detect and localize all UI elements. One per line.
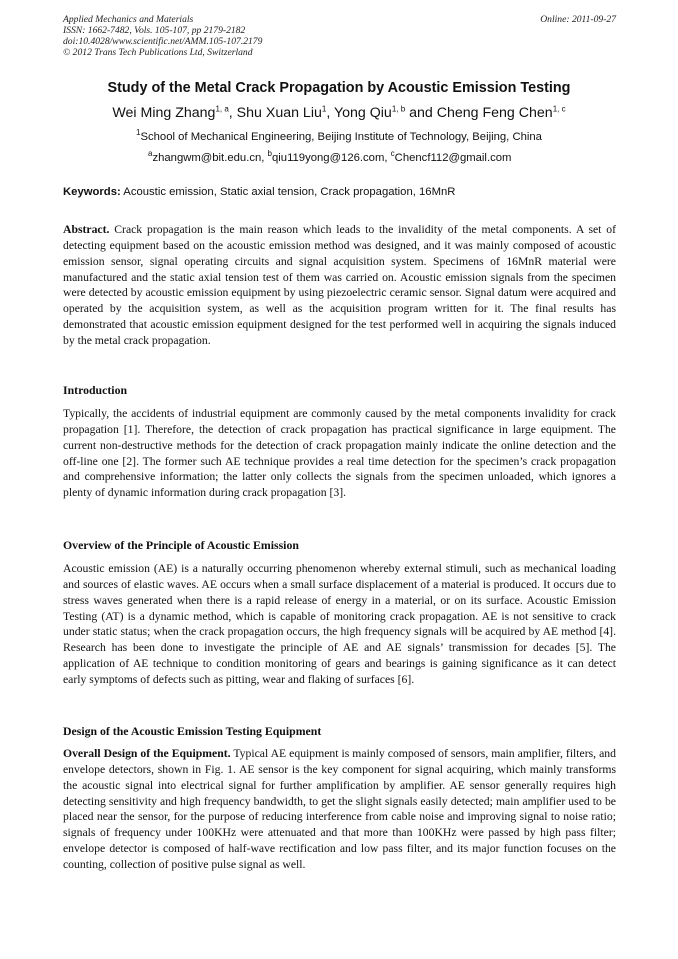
- introduction-paragraph: Typically, the accidents of industrial equipment are commonly caused by the metal components invalidity for crack propagation [1]. Therefore, the detection of crack propagation has practical significance in large equipment. The current non-destructive methods for the detection of crack propagation mainly indicate the online detection and the off-line one [2]. The former such AE technique provides a real time detection for the specimen’s crack propagation and comprehensive information; the latter only collects the signals from the specimen unloaded, which ignores a plenty of dynamic information during crack propagation [3].: [63, 407, 616, 500]
- section-heading-introduction: Introduction: [63, 383, 128, 397]
- online-date: Online: 2011-09-27: [540, 14, 616, 25]
- email-address[interactable]: zhangwm@bit.edu.cn: [152, 152, 262, 164]
- author-separator: ,: [228, 105, 237, 121]
- keywords-text: Acoustic emission, Static axial tension, Crack propagation, 16MnR: [123, 186, 456, 198]
- overview-paragraph: Acoustic emission (AE) is a naturally occurring phenomenon whereby external stimuli, such as mechanical loading and sources of elastic waves. AE occurs when a small surface displacement of a material is produced. It occurs due to stress waves generated when there is a rapid release of energy in a material, or on its surface. Acoustic Emission Testing (AT) is a dynamic method, which is capable of monitoring crack propagation. AE is not sensitive to crack under static status; when the crack propagation occurs, the high frequency signals will be acquired by AE method [4]. Research has been done to investigate the principle of AE and AE signals’ transmission for decades [5]. The application of AE technique to condition monitoring of gears and bearings is gaining significance as it can detect early symptoms of defects such as pitting, wear and flaking of surfaces [6].: [63, 562, 616, 686]
- subsection-heading-overall-design: Overall Design of the Equipment.: [63, 747, 231, 760]
- author-separator: ,: [326, 105, 334, 121]
- keywords-label: Keywords:: [63, 186, 121, 198]
- design-paragraph: [63, 746, 616, 873]
- email-superscript: b: [267, 149, 272, 159]
- abstract-text: Crack propagation is the main reason which leads to the invalidity of the metal components. A set of detecting equipment based on the acoustic emission method was designed, and it was mainly composed of acoustic emission sensor, signal operating circuits and signal acquisition system. Specimens of 16MnR material were manufactured and the static axial tension test of them was carried on. Acoustic emission signals from the specimen were detected by acoustic emission equipment by using piezoelectric ceramic sensor. Signal datum were acquired and operated by the acquisition system, as well as the acquisition program written for it. The final results has demonstrated that acoustic emission equipment designed for the test performed well in acquiring the signals induced by the metal crack propagation.: [63, 223, 616, 347]
- email-separator: ,: [384, 152, 391, 164]
- doi-line: doi:10.4028/www.scientific.net/AMM.105-107.2179: [63, 36, 263, 47]
- paper-title: Study of the Metal Crack Propagation by Acoustic Emission Testing: [107, 80, 571, 96]
- author-superscript: 1, b: [391, 104, 406, 114]
- copyright-line: © 2012 Trans Tech Publications Ltd, Switzerland: [63, 47, 253, 58]
- author-name: Yong Qiu: [333, 105, 392, 121]
- abstract-label: Abstract.: [63, 223, 110, 236]
- section-heading-design: Design of the Acoustic Emission Testing Equipment: [63, 724, 322, 738]
- keywords: [63, 186, 616, 198]
- author-name: Cheng Feng Chen: [436, 105, 553, 121]
- issn-line: ISSN: 1662-7482, Vols. 105-107, pp 2179-2182: [63, 25, 246, 36]
- email-superscript: a: [148, 149, 153, 159]
- affiliation-text: School of Mechanical Engineering, Beijing Institute of Technology, Beijing, China: [140, 131, 542, 143]
- email-separator: ,: [261, 152, 268, 164]
- affiliation: [0, 128, 678, 143]
- email-address[interactable]: Chencf112@gmail.com: [394, 152, 512, 164]
- email-superscript: c: [390, 149, 395, 159]
- author-superscript: 1: [321, 104, 327, 114]
- author-superscript: 1, a: [215, 104, 229, 114]
- design-text: Typical AE equipment is mainly composed of sensors, main amplifier, filters, and envelope detectors, shown in Fig. 1. AE sensor is the key component for signal acquiring, which mainly transforms the acoustic signal into electrical signal for further amplification by amplifier. AE sensor generally requires high detecting sensitivity and high frequency bandwidth, to get the slight signals easily detected; main amplifier used to be placed near the sensor, for the purpose of reducing interference from cable noise and improving signal to noise ratio; signals of frequency under 100KHz were attenuated and that more than 100KHz were passed by high pass filter; envelope detector is composed of half-wave rectification and low pass filter, and its major function focuses on the counting, collection of positive pulse signal as well.: [63, 747, 616, 871]
- email-address[interactable]: qiu119yong@126.com: [272, 152, 385, 164]
- author-name: Wei Ming Zhang: [112, 105, 216, 121]
- affiliation-superscript: 1: [136, 128, 141, 138]
- author-list: [0, 105, 678, 121]
- journal-name: Applied Mechanics and Materials: [63, 14, 194, 25]
- section-heading-overview: Overview of the Principle of Acoustic Emission: [63, 538, 299, 552]
- author-separator: and: [405, 105, 437, 121]
- author-name: Shu Xuan Liu: [236, 105, 322, 121]
- publication-header: [63, 14, 616, 58]
- abstract: [63, 222, 616, 349]
- author-superscript: 1, c: [552, 104, 566, 114]
- email-list: [148, 149, 512, 164]
